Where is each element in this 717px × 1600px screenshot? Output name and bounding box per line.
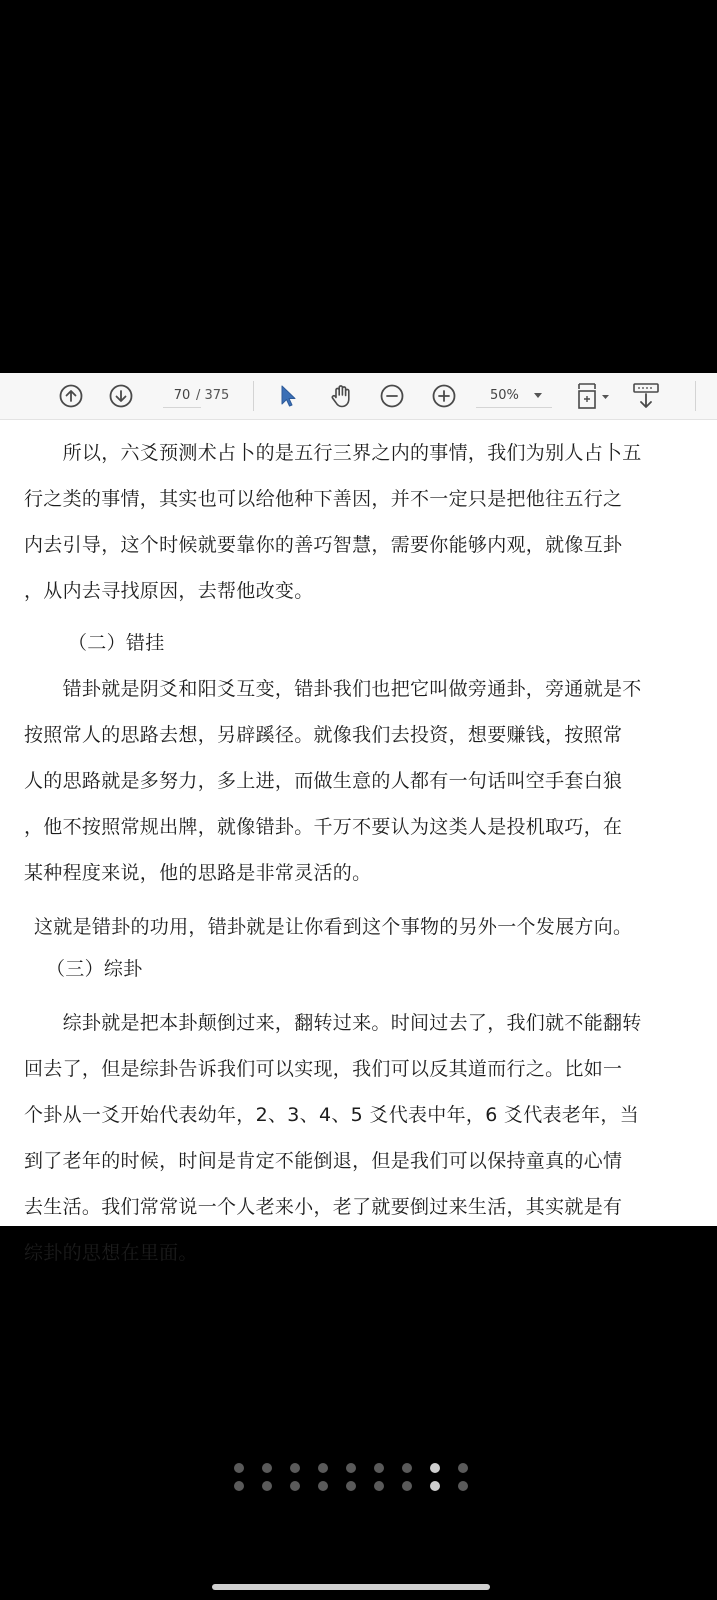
text-line: 内去引导，这个时候就要靠你的善巧智慧，需要你能够内观，就像互卦	[24, 534, 623, 556]
pdf-toolbar	[0, 373, 717, 420]
toolbar-divider	[695, 381, 696, 411]
text-line: 所以，六爻预测术占卜的是五行三界之内的事情，我们为别人占卜五	[24, 442, 642, 464]
pager-dot[interactable]	[346, 1463, 356, 1473]
text-line: 按照常人的思路去想，另辟蹊径。就像我们去投资，想要赚钱，按照常	[24, 724, 623, 746]
text-line: 到了老年的时候，时间是肯定不能倒退，但是我们可以保持童真的心情	[24, 1150, 623, 1172]
prev-page-button[interactable]	[57, 373, 85, 419]
summary-line: 这就是错卦的功用，错卦就是让你看到这个事物的另外一个发展方向。	[34, 916, 633, 938]
chevron-down-icon	[534, 393, 542, 398]
pager-dot[interactable]	[318, 1463, 328, 1473]
text-line: ，他不按照常规出牌，就像错卦。千万不要认为这类人是投机取巧，在	[24, 816, 623, 838]
text-line: 某种程度来说，他的思路是非常灵活的。	[24, 862, 372, 884]
pager-dot[interactable]	[234, 1481, 244, 1491]
pager-dot-active[interactable]	[430, 1463, 440, 1473]
pager-dot[interactable]	[262, 1463, 272, 1473]
pager-dot[interactable]	[402, 1481, 412, 1491]
zoom-in-icon	[432, 384, 456, 408]
pager-dot-active[interactable]	[430, 1481, 440, 1491]
pager-dot[interactable]	[262, 1481, 272, 1491]
pager-dot[interactable]	[458, 1463, 468, 1473]
select-tool-button[interactable]	[276, 373, 300, 419]
pager-dot[interactable]	[290, 1481, 300, 1491]
page-total: / 375	[196, 388, 230, 403]
pager-dot[interactable]	[290, 1463, 300, 1473]
zoom-select[interactable]	[476, 385, 552, 408]
page-indicator	[234, 1463, 474, 1503]
text-line: 回去了，但是综卦告诉我们可以实现，我们可以反其道而行之。比如一	[24, 1058, 623, 1080]
zoom-in-button[interactable]	[430, 373, 458, 419]
home-indicator[interactable]	[212, 1584, 490, 1590]
fit-page-button[interactable]	[575, 373, 615, 419]
select-pointer-icon	[279, 384, 297, 408]
prev-page-icon	[59, 384, 83, 408]
zoom-out-button[interactable]	[378, 373, 406, 419]
download-icon	[631, 381, 661, 411]
zoom-value: 50%	[490, 388, 519, 403]
pager-dot[interactable]	[374, 1481, 384, 1491]
text-line: ，从内去寻找原因，去帮他改变。	[24, 580, 314, 602]
hand-tool-icon	[329, 383, 355, 409]
section-heading: （二）错挂	[68, 632, 165, 654]
toolbar-divider	[253, 381, 254, 411]
hand-tool-button[interactable]	[327, 373, 357, 419]
text-line: 去生活。我们常常说一个人老来小，老了就要倒过来生活，其实就是有	[24, 1196, 623, 1218]
pager-dot[interactable]	[346, 1481, 356, 1491]
pager-dot[interactable]	[318, 1481, 328, 1491]
pager-dot[interactable]	[234, 1463, 244, 1473]
text-line: 个卦从一爻开始代表幼年，2、3、4、5 爻代表中年，6 爻代表老年，当	[24, 1104, 640, 1126]
download-button[interactable]	[630, 373, 662, 419]
text-line: 人的思路就是多努力，多上进，而做生意的人都有一句话叫空手套白狼	[24, 770, 623, 792]
pager-dot[interactable]	[458, 1481, 468, 1491]
text-line: 错卦就是阴爻和阳爻互变，错卦我们也把它叫做旁通卦，旁通就是不	[24, 678, 642, 700]
pdf-viewer	[0, 373, 717, 1264]
zoom-out-icon	[380, 384, 404, 408]
pager-dot[interactable]	[402, 1463, 412, 1473]
next-page-button[interactable]	[107, 373, 135, 419]
text-line: 综卦的思想在里面。	[24, 1242, 198, 1264]
next-page-icon	[109, 384, 133, 408]
page-number-input[interactable]: 70	[163, 385, 201, 408]
section-heading: （三）综卦	[46, 958, 143, 980]
pager-dot[interactable]	[374, 1463, 384, 1473]
text-line: 综卦就是把本卦颠倒过来，翻转过来。时间过去了，我们就不能翻转	[24, 1012, 642, 1034]
text-line: 行之类的事情，其实也可以给他种下善因，并不一定只是把他往五行之	[24, 488, 623, 510]
fit-page-icon	[576, 381, 614, 411]
